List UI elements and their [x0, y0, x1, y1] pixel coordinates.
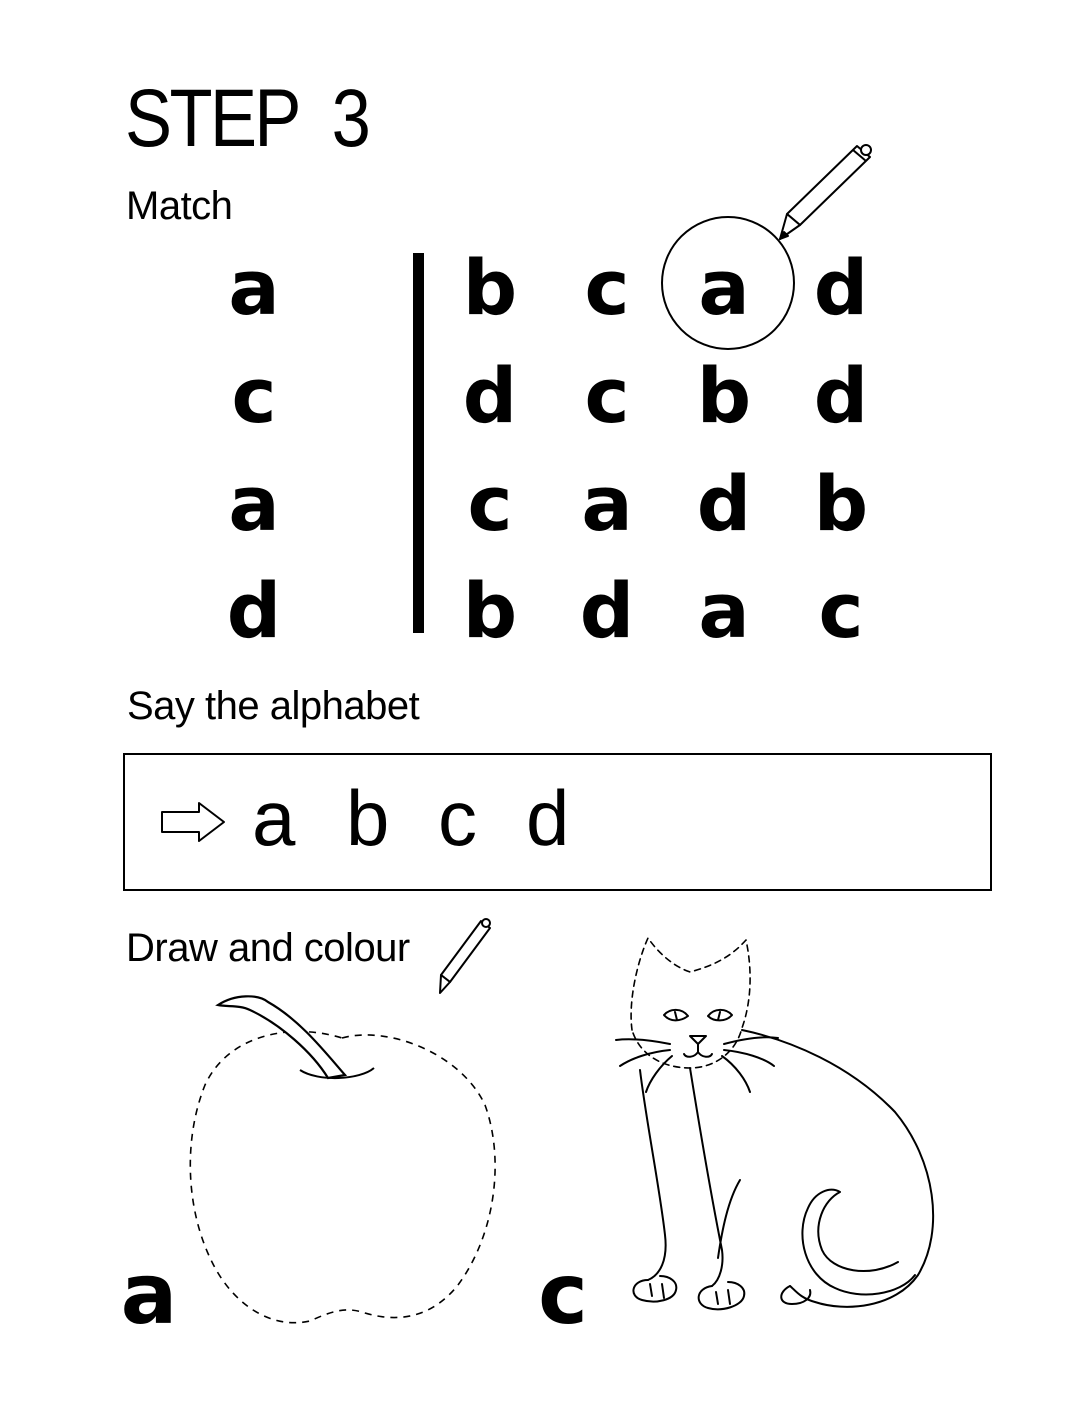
match-label: Match	[126, 184, 233, 228]
alphabet-letter: a	[252, 774, 296, 862]
option-letter[interactable]: c	[467, 459, 513, 548]
step-title: STEP 3	[125, 73, 369, 164]
option-letter[interactable]: d	[813, 351, 869, 440]
cat-drawing	[616, 938, 933, 1309]
picture-letter-a: a	[120, 1245, 178, 1343]
option-letter[interactable]: b	[813, 459, 869, 548]
alphabet-letter: c	[438, 774, 477, 862]
target-letter: a	[228, 459, 280, 548]
option-letter[interactable]: d	[462, 351, 518, 440]
pencil-icon	[440, 919, 490, 993]
answer-circle	[662, 217, 794, 349]
target-letter: c	[231, 351, 277, 440]
option-letter[interactable]: c	[584, 243, 630, 332]
pencil-icon	[780, 145, 871, 239]
option-letter[interactable]: a	[698, 566, 750, 655]
arrow-right-icon	[162, 803, 224, 841]
target-letter: d	[226, 566, 282, 655]
option-letter[interactable]: a	[698, 243, 750, 332]
option-letter[interactable]: c	[818, 566, 864, 655]
option-letter[interactable]: d	[813, 243, 869, 332]
picture-letter-c: c	[538, 1245, 588, 1343]
option-letter[interactable]: a	[581, 459, 633, 548]
option-letter[interactable]: b	[462, 243, 518, 332]
option-letter[interactable]: d	[696, 459, 752, 548]
option-letter[interactable]: c	[584, 351, 630, 440]
draw-colour-label: Draw and colour	[126, 926, 410, 970]
option-letter[interactable]: b	[696, 351, 752, 440]
apple-outline	[190, 996, 495, 1322]
alphabet-letter: d	[526, 774, 570, 862]
alphabet-letter: b	[346, 774, 390, 862]
say-alphabet-label: Say the alphabet	[127, 684, 420, 728]
target-letter: a	[228, 243, 280, 332]
option-letter[interactable]: b	[462, 566, 518, 655]
option-letter[interactable]: d	[579, 566, 635, 655]
